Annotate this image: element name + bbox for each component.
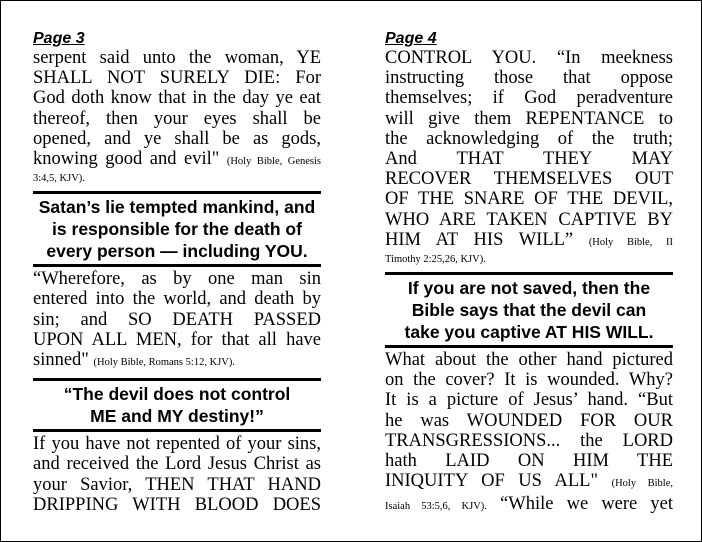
text-line: opened, and ye shall be as gods, [33,128,321,149]
callout-line: “The devil does not control [63,384,291,405]
text-line: RECOVER THEMSELVES OUT [385,169,673,190]
citation: 3:4,5, KJV). [33,173,85,185]
citation: (Holy Bible, [611,478,674,490]
callout-line: Bible says that the devil can [411,300,647,321]
text-line [33,350,321,373]
paragraph-timothy [385,48,673,267]
text-line: SHALL NOT SURELY DIE: For [33,68,321,89]
right-page [385,30,673,518]
paragraph-genesis [33,48,321,186]
text-line: UPON ALL MEN, for that all have [33,329,321,350]
paragraph-wounded-hand [385,350,673,518]
text-fragment: HIM AT HIS WILL” [385,229,574,250]
text-line: If you have not repented of your sins, [33,434,321,455]
text-line: on the cover? It is wounded. Why? [385,370,673,391]
text-line: It is a picture of Jesus’ hand. “But [385,390,673,411]
text-line: “Wherefore, as by one man sin [33,269,321,290]
callout-line: is responsible for the death of [52,219,302,240]
text-line: What about the other hand pictured [385,350,673,371]
text-line: your Savior, THEN THAT HAND [33,474,321,495]
citation: (Holy Bible, Genesis [226,156,321,168]
text-fragment: sinned" [33,350,89,371]
text-line: God doth know that in the day ye eat [33,88,321,109]
text-fragment: knowing good and evil" [33,149,220,170]
text-line: instructing those that oppose [385,68,673,89]
page-number-label: Page 4 [385,30,437,47]
callout-line: Satan’s lie tempted mankind, and [38,197,316,218]
page-number-label: Page 3 [33,30,85,47]
text-line [33,149,321,172]
callout-line: ME and MY destiny!” [90,406,264,427]
text-line: themselves; if God peradventure [385,88,673,109]
text-line: OF THE SNARE OF THE DEVIL, [385,189,673,210]
text-fragment: INIQUITY OF US ALL" [385,471,599,492]
citation: (Holy Bible, II [588,236,674,248]
paragraph-repent [33,434,321,515]
text-line: serpent said unto the woman, YE [33,48,321,68]
citation: Isaiah 53:5,6, KJV). [385,501,487,513]
text-line: TRANSGRESSIONS... the LORD [385,430,673,451]
text-line: will give them REPENTANCE to [385,108,673,129]
text-line: sin; and SO DEATH PASSED [33,309,321,330]
callout-captive [385,272,673,348]
text-line: he was WOUNDED FOR OUR [385,410,673,431]
text-line: and received the Lord Jesus Christ as [33,454,321,475]
text-line [385,471,673,494]
callout-satan-lie [33,191,321,267]
callout-line: take you captive AT HIS WILL. [404,322,654,343]
callout-devil-control [33,378,321,432]
text-line [385,230,673,253]
paragraph-romans [33,269,321,373]
text-line: the acknowledging of the truth; [385,128,673,149]
citation: Timothy 2:25,26, KJV). [385,254,486,266]
text-line: WHO ARE TAKEN CAPTIVE BY [385,209,673,230]
citation: (Holy Bible, Romans 5:12, KJV). [93,357,235,369]
callout-line: If you are not saved, then the [407,278,651,299]
text-line: entered into the world, and death by [33,289,321,310]
text-line: And THAT THEY MAY [385,149,673,170]
text-line: hath LAID ON HIM THE [385,451,673,472]
left-page [33,30,321,515]
text-line: CONTROL YOU. “In meekness [385,48,673,68]
callout-line: every person — including YOU. [46,241,308,262]
text-line [385,494,673,517]
text-line: DRIPPING WITH BLOOD DOES [33,494,321,515]
text-line: thereof, then your eyes shall be [33,108,321,129]
text-fragment: “While we were yet [500,494,673,515]
